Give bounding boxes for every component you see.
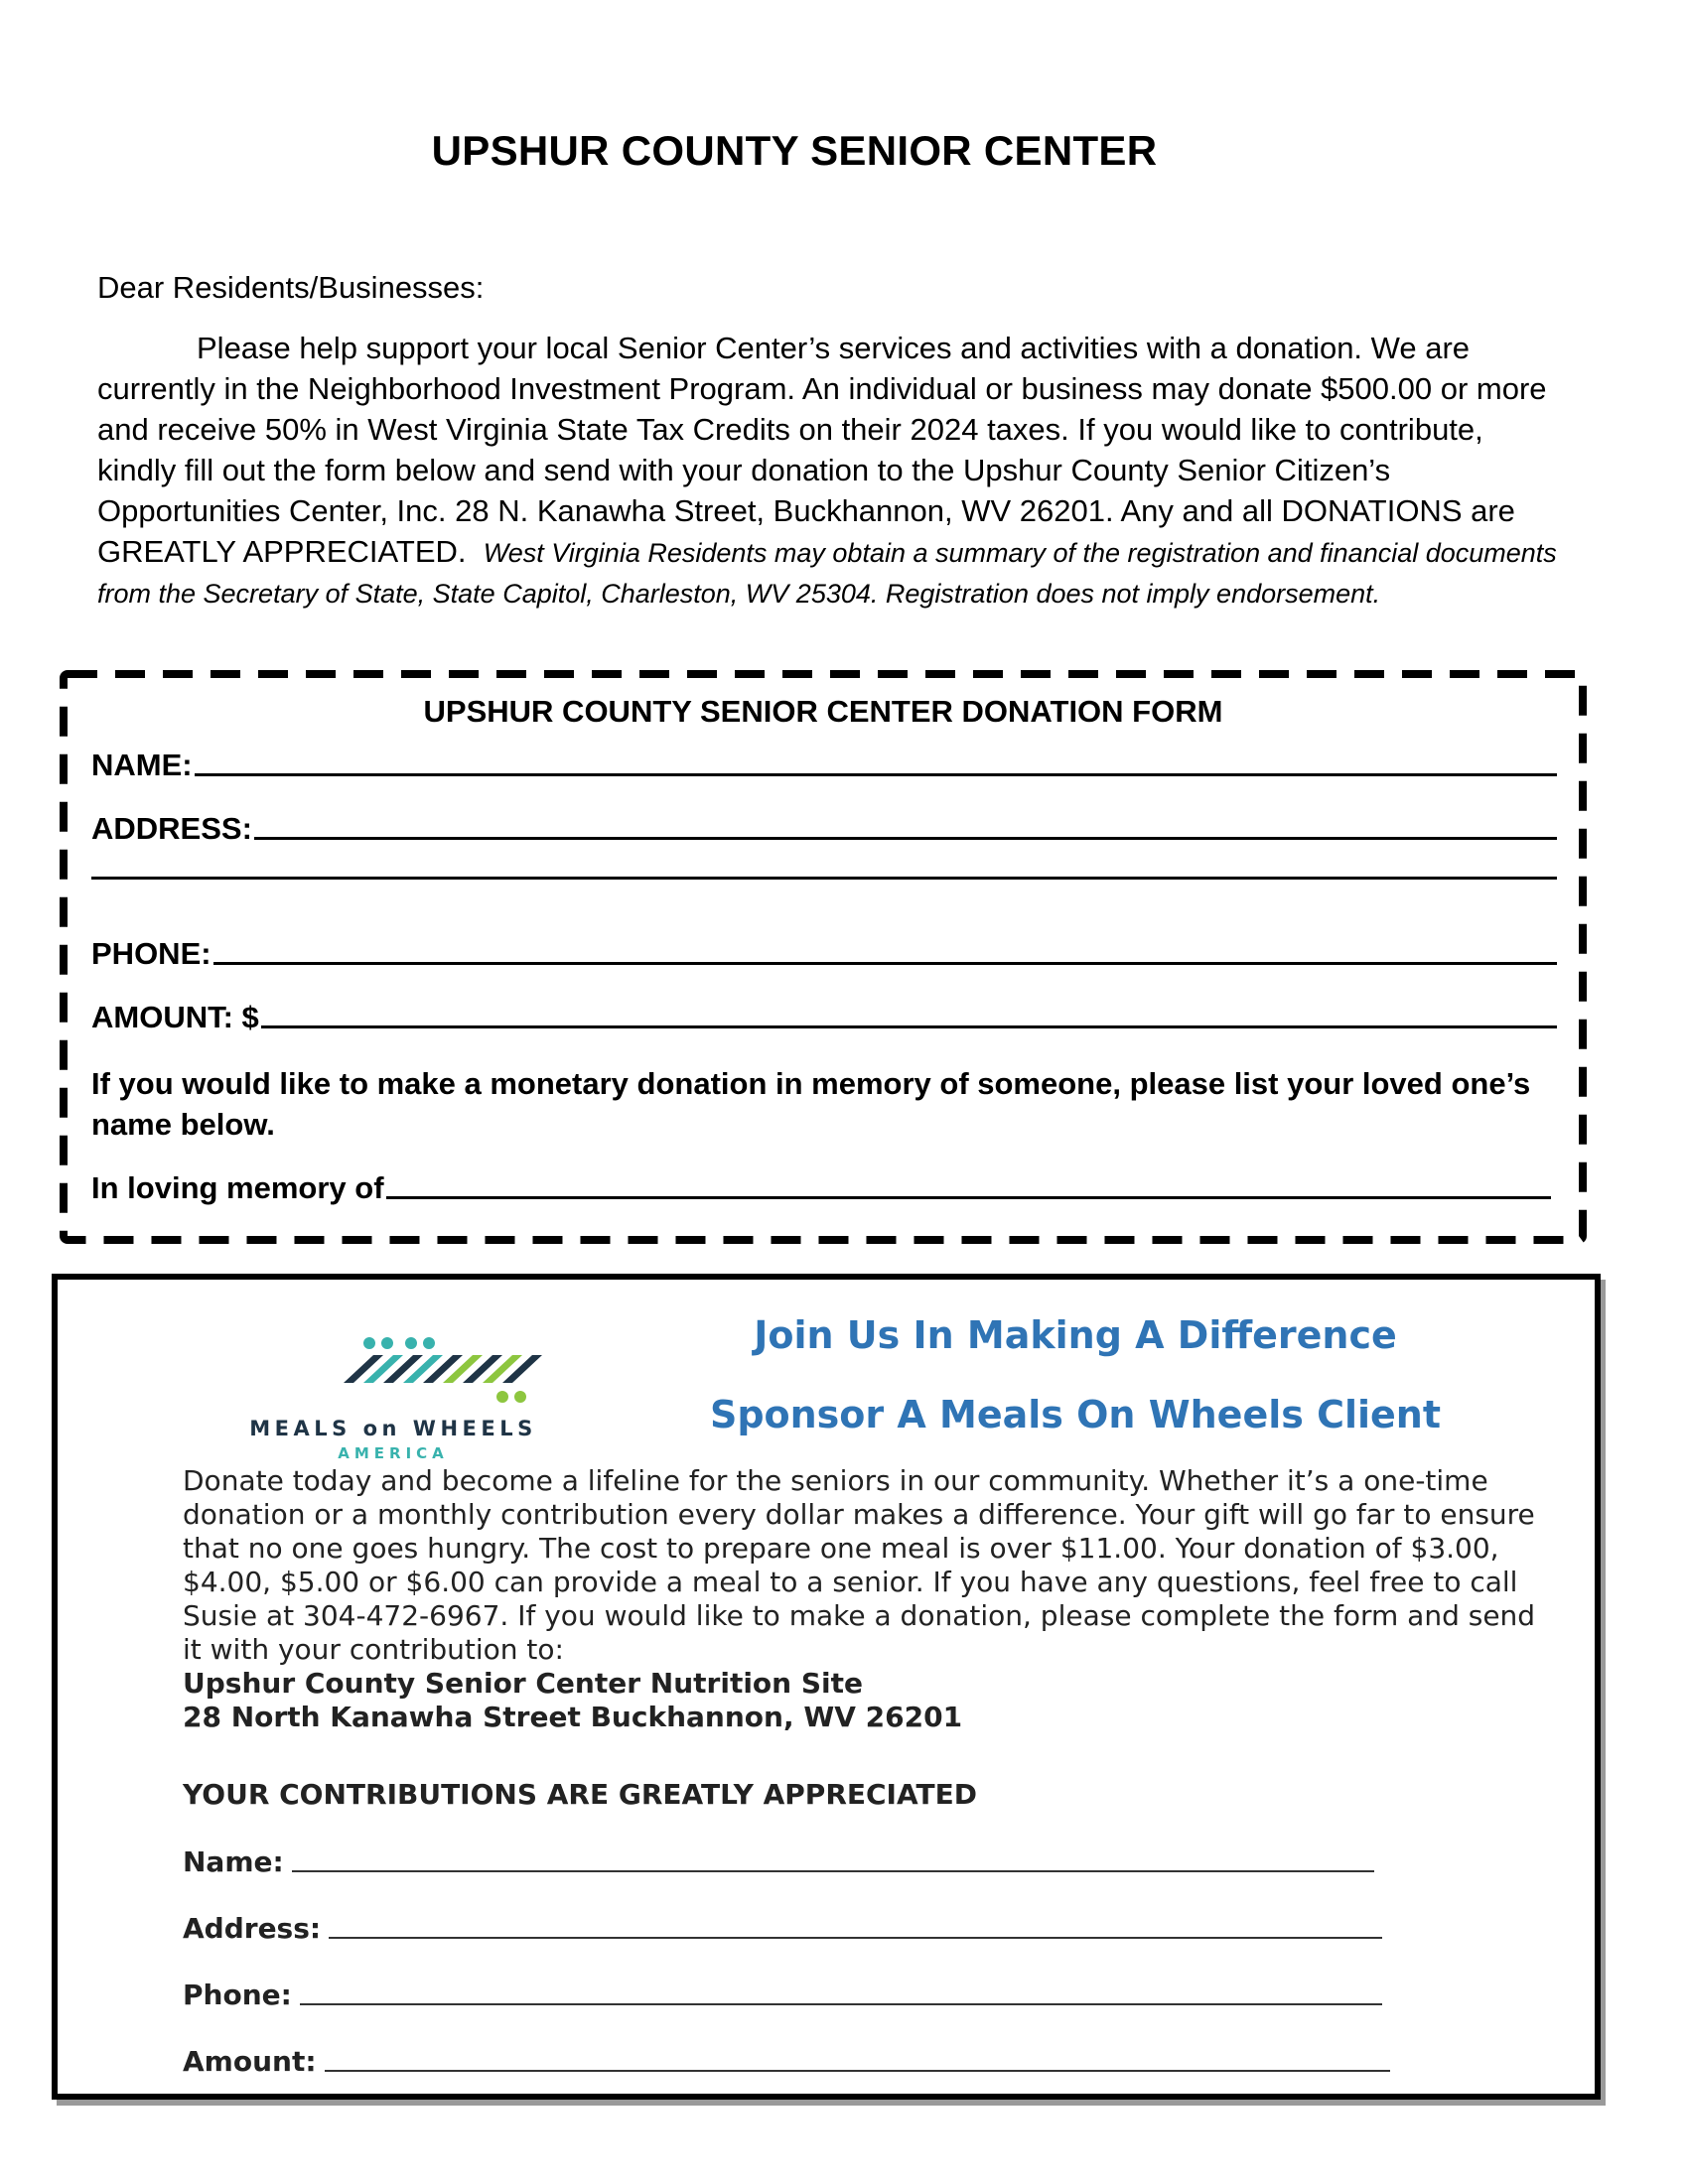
meals-on-wheels-box	[52, 1274, 1601, 2100]
address-line-2[interactable]	[91, 877, 1557, 880]
page-title: UPSHUR COUNTY SENIOR CENTER	[431, 127, 1158, 174]
phone-label: PHONE:	[91, 936, 211, 971]
amount-line[interactable]	[261, 1025, 1557, 1028]
logo-subtitle: AMERICA	[338, 1444, 449, 1462]
address-field-2[interactable]	[91, 877, 1557, 880]
phone-line[interactable]	[213, 962, 1557, 965]
amount-label: AMOUNT: $	[91, 1000, 259, 1034]
memory-note: If you would like to make a monetary donation in memory of someone, please list your loved one’s name below.	[91, 1066, 1531, 1142]
address-line[interactable]	[254, 837, 1557, 840]
mow-phone-line[interactable]	[300, 2003, 1382, 2005]
name-field[interactable]	[91, 748, 1557, 783]
donation-form-title: UPSHUR COUNTY SENIOR CENTER DONATION FORM	[423, 694, 1223, 729]
mow-address-line1: Upshur County Senior Center Nutrition Site	[183, 1667, 863, 1700]
mow-name-line[interactable]	[292, 1870, 1374, 1872]
logo-wordmark: MEALS on WHEELS	[249, 1417, 537, 1440]
mow-appreciation: YOUR CONTRIBUTIONS ARE GREATLY APPRECIATED	[183, 1778, 977, 1811]
memory-label: In loving memory of	[91, 1170, 384, 1205]
mow-heading-primary: Join Us In Making A Difference	[754, 1313, 1397, 1357]
letter-greeting: Dear Residents/Businesses:	[97, 270, 485, 305]
memory-line[interactable]	[386, 1196, 1551, 1199]
mow-address-label: Address:	[183, 1912, 322, 1945]
memory-field[interactable]	[91, 1170, 1551, 1206]
mow-address-line[interactable]	[329, 1937, 1382, 1939]
mow-body-text: Donate today and become a lifeline for the seniors in our community. Whether it’s a one-time donation or a monthly contribution every dollar makes a difference. Your gift will go far to ensure that no one goes hungry. The cost to prepare one meal is over $11.00. Your donation of $3.00, $4.00, $5.00 or $6.00 can provide a meal to a senior. If you have any questions, feel free to call Susie at 304-472-6967. If you would like to make a donation, please complete the form and send it with your contribution to:	[183, 1464, 1536, 1666]
name-label: NAME:	[91, 748, 193, 782]
mow-phone-label: Phone:	[183, 1979, 292, 2011]
mow-description	[183, 1464, 1553, 1734]
logo-mark-icon	[205, 1323, 582, 1418]
mow-amount-line[interactable]	[325, 2070, 1390, 2072]
mow-name-field[interactable]	[183, 1845, 1374, 1878]
address-field[interactable]	[91, 811, 1557, 847]
mow-address-field[interactable]	[183, 1912, 1382, 1945]
amount-field[interactable]	[91, 1000, 1557, 1035]
meals-on-wheels-logo	[205, 1323, 582, 1472]
mow-phone-field[interactable]	[183, 1979, 1382, 2011]
letter-paragraph: Please help support your local Senior Center’s services and activities with a donation. We are currently in the Neighborhood Investment Program. An individual or business may donate $500.00 or more and receive 50% in West Virginia State Tax Credits on their 2024 taxes. If you would like to contribute, kindly fill out the form below and send with your donation to the Upshur County Senior Citizen’s Opportunities Center, Inc. 28 N. Kanawha Street, Buckhannon, WV 26201. Any and all DONATIONS are GREATLY APPRECIATED.	[97, 331, 1547, 569]
letter-body	[97, 328, 1557, 613]
address-label: ADDRESS:	[91, 811, 252, 846]
mow-heading-secondary: Sponsor A Meals On Wheels Client	[709, 1393, 1442, 1436]
name-line[interactable]	[195, 773, 1557, 776]
mow-amount-label: Amount:	[183, 2045, 317, 2078]
mow-name-label: Name:	[183, 1845, 284, 1878]
mow-address-line2: 28 North Kanawha Street Buckhannon, WV 26201	[183, 1701, 963, 1733]
mow-amount-field[interactable]	[183, 2045, 1390, 2078]
phone-field[interactable]	[91, 936, 1557, 972]
registration-note: West Virginia Residents may obtain a summary of the registration and financial documents from the Secretary of State, State Capitol, Charleston, WV 25304. Registration does not imply endorsement.	[97, 538, 1557, 609]
donation-form	[60, 670, 1587, 1244]
